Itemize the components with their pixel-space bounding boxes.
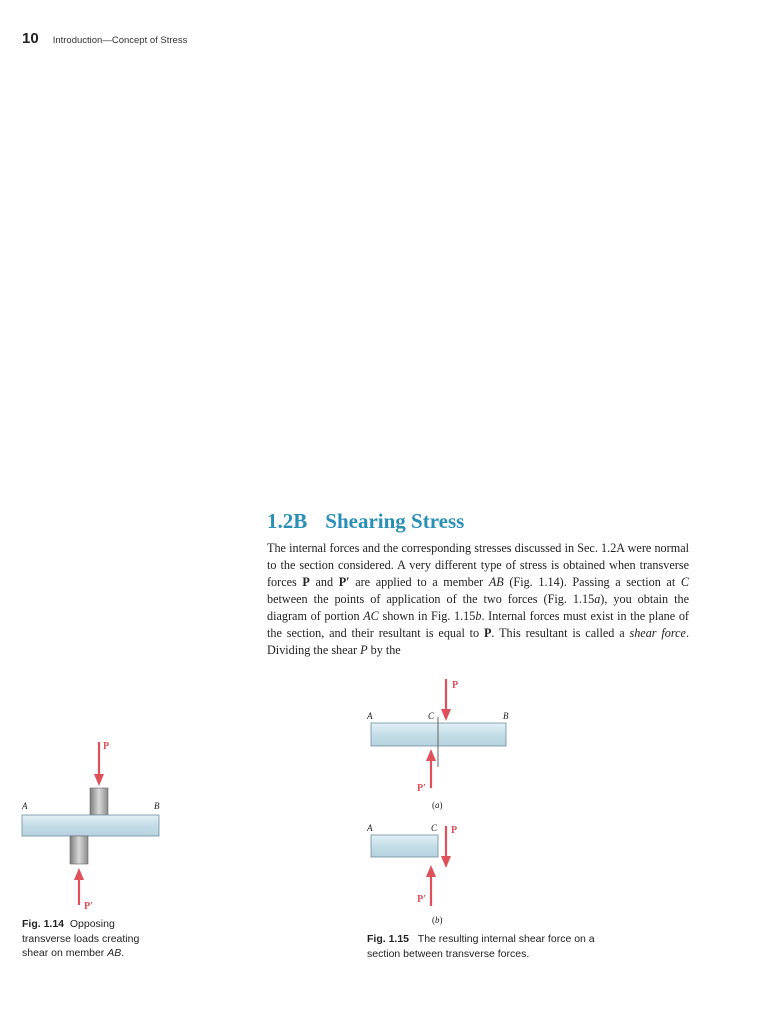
force-label-p: P bbox=[451, 825, 458, 836]
upper-support-block bbox=[90, 788, 108, 815]
paragraph-segment: shown in Fig. 1.15 bbox=[378, 609, 476, 623]
caption-text: The resulting internal shear force on a section between transverse forces. bbox=[367, 933, 595, 960]
page-number: 10 bbox=[22, 30, 39, 47]
fig14-caption bbox=[22, 917, 162, 961]
paragraph-segment: . Dividing the shear bbox=[267, 626, 690, 657]
force-arrow-up bbox=[426, 865, 436, 906]
force-label-p-prime: P′ bbox=[417, 783, 426, 794]
paragraph-segment: AB bbox=[488, 575, 504, 589]
force-arrow-down-right bbox=[441, 826, 451, 868]
paragraph-segment: ), you obtain the diagram of portion bbox=[267, 592, 689, 623]
fig15a-diagram bbox=[366, 679, 509, 810]
section-number: 1.2B bbox=[267, 509, 308, 533]
paragraph-segment: P bbox=[483, 626, 492, 640]
section-title: Shearing Stress bbox=[325, 509, 465, 533]
paragraph-segment: and bbox=[309, 575, 339, 589]
paragraph-segment: . This resultant is called a bbox=[491, 626, 630, 640]
fig15-caption bbox=[367, 932, 597, 961]
subfigure-label-b: (b) bbox=[432, 915, 443, 925]
paragraph-segment: by the bbox=[367, 643, 401, 657]
caption-text: Opposing transverse loads creating shear on member bbox=[22, 918, 140, 959]
force-label-p: P bbox=[103, 741, 110, 752]
force-label-p: P bbox=[452, 680, 459, 691]
paragraph-segment: P′ bbox=[338, 575, 350, 589]
member-ab-bar bbox=[22, 815, 159, 836]
point-label-b: B bbox=[154, 801, 160, 811]
point-label-a: A bbox=[367, 823, 373, 833]
point-label-c: C bbox=[431, 823, 438, 833]
paragraph-segment: . Internal forces must exist in the plane of the section, and their resultant is equal to bbox=[267, 609, 689, 640]
force-arrow-up bbox=[426, 749, 436, 788]
paragraph-segment: a bbox=[594, 592, 601, 606]
point-label-c: C bbox=[428, 711, 435, 721]
paragraph-segment: shear force bbox=[629, 626, 686, 640]
subfigure-label-a: (a) bbox=[432, 800, 443, 810]
paragraph-segment: b bbox=[475, 609, 482, 623]
member-ab-bar bbox=[371, 723, 506, 746]
force-arrow-down bbox=[441, 679, 451, 721]
caption-italic: AB bbox=[107, 947, 122, 959]
force-arrow-up bbox=[74, 868, 84, 905]
paragraph-segment: between the points of application of the two forces (Fig. 1.15 bbox=[267, 592, 595, 606]
force-label-p-prime: P′ bbox=[417, 894, 426, 905]
force-label-p-prime: P′ bbox=[84, 901, 93, 912]
point-label-b: B bbox=[503, 711, 509, 721]
caption-label: Fig. 1.14 bbox=[22, 918, 65, 930]
paragraph-segment: The internal forces and the corresponding stresses discussed in Sec. 1.2A were normal to the section considered. A very different type of stress is obtained when transverse forces bbox=[267, 541, 689, 589]
caption-label: Fig. 1.15 bbox=[367, 933, 410, 945]
caption-end: . bbox=[121, 947, 125, 959]
fig14-diagram bbox=[21, 741, 160, 912]
paragraph-segment: P bbox=[302, 575, 310, 589]
paragraph-segment: (Fig. 1.14). Passing a section at bbox=[503, 575, 681, 589]
portion-ac-bar bbox=[371, 835, 438, 857]
paragraph-segment: P bbox=[360, 643, 368, 657]
paragraph-segment: are applied to a member bbox=[349, 575, 489, 589]
paragraph-segment: C bbox=[680, 575, 689, 589]
lower-support-block bbox=[70, 836, 88, 864]
running-title: Introduction—Concept of Stress bbox=[52, 35, 188, 46]
point-label-a: A bbox=[22, 801, 28, 811]
paragraph-segment: AC bbox=[363, 609, 379, 623]
point-label-a: A bbox=[367, 711, 373, 721]
fig15b-diagram bbox=[366, 823, 457, 925]
